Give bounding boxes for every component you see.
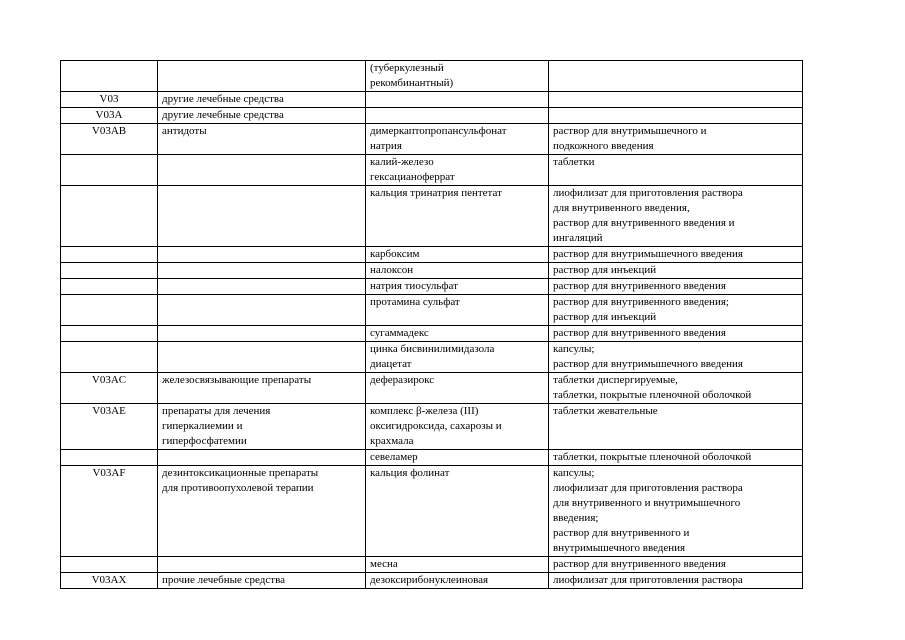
drug-name-cell: кальция тринатрия пентетат bbox=[366, 186, 549, 247]
anatomical-group-cell: другие лечебные средства bbox=[158, 92, 366, 108]
dosage-form-cell: таблетки bbox=[549, 155, 803, 186]
anatomical-group-cell bbox=[158, 186, 366, 247]
anatomical-group-cell: дезинтоксикационные препараты для противоопухолевой терапии bbox=[158, 466, 366, 557]
drug-name-cell: налоксон bbox=[366, 263, 549, 279]
drug-name-cell: деферазирокс bbox=[366, 373, 549, 404]
drug-name-cell: калий-железо гексацианоферрат bbox=[366, 155, 549, 186]
drug-name-cell: кальция фолинат bbox=[366, 466, 549, 557]
anatomical-group-cell bbox=[158, 155, 366, 186]
table-row bbox=[61, 295, 803, 326]
anatomical-group-cell bbox=[158, 557, 366, 573]
table-row bbox=[61, 186, 803, 247]
drug-name-cell bbox=[366, 92, 549, 108]
anatomical-group-cell bbox=[158, 247, 366, 263]
table-row bbox=[61, 279, 803, 295]
drug-name-cell: дезоксирибонуклеиновая bbox=[366, 573, 549, 589]
dosage-form-cell bbox=[549, 108, 803, 124]
atc-code-cell bbox=[61, 295, 158, 326]
anatomical-group-cell bbox=[158, 326, 366, 342]
drug-name-cell: карбоксим bbox=[366, 247, 549, 263]
table-row bbox=[61, 124, 803, 155]
dosage-form-cell: раствор для внутривенного введения; раствор для инъекций bbox=[549, 295, 803, 326]
table-body bbox=[61, 61, 803, 589]
table-row bbox=[61, 342, 803, 373]
atc-code-cell: V03 bbox=[61, 92, 158, 108]
table-row bbox=[61, 373, 803, 404]
table-row bbox=[61, 326, 803, 342]
table-row bbox=[61, 466, 803, 557]
anatomical-group-cell: железосвязывающие препараты bbox=[158, 373, 366, 404]
atc-code-cell bbox=[61, 450, 158, 466]
anatomical-group-cell: другие лечебные средства bbox=[158, 108, 366, 124]
atc-code-cell bbox=[61, 155, 158, 186]
table-row bbox=[61, 573, 803, 589]
table-row bbox=[61, 247, 803, 263]
drug-name-cell bbox=[366, 108, 549, 124]
drug-name-cell: (туберкулезный рекомбинантный) bbox=[366, 61, 549, 92]
atc-code-cell bbox=[61, 326, 158, 342]
dosage-form-cell: таблетки диспергируемые, таблетки, покрытые пленочной оболочкой bbox=[549, 373, 803, 404]
atc-code-cell: V03AE bbox=[61, 404, 158, 450]
anatomical-group-cell: препараты для лечения гиперкалиемии и гиперфосфатемии bbox=[158, 404, 366, 450]
table-row bbox=[61, 450, 803, 466]
dosage-form-cell bbox=[549, 61, 803, 92]
anatomical-group-cell bbox=[158, 450, 366, 466]
anatomical-group-cell bbox=[158, 279, 366, 295]
dosage-form-cell: раствор для внутримышечного введения bbox=[549, 247, 803, 263]
atc-code-cell: V03AC bbox=[61, 373, 158, 404]
anatomical-group-cell bbox=[158, 342, 366, 373]
drug-name-cell: димеркаптопропансульфонат натрия bbox=[366, 124, 549, 155]
dosage-form-cell: раствор для внутримышечного и подкожного введения bbox=[549, 124, 803, 155]
atc-code-cell bbox=[61, 61, 158, 92]
drug-name-cell: месна bbox=[366, 557, 549, 573]
drug-classification-table bbox=[60, 60, 803, 589]
anatomical-group-cell bbox=[158, 61, 366, 92]
dosage-form-cell: раствор для внутривенного введения bbox=[549, 326, 803, 342]
anatomical-group-cell: прочие лечебные средства bbox=[158, 573, 366, 589]
drug-name-cell: комплекс β-железа (III) оксигидроксида, сахарозы и крахмала bbox=[366, 404, 549, 450]
drug-name-cell: цинка бисвинилимидазола диацетат bbox=[366, 342, 549, 373]
dosage-form-cell: лиофилизат для приготовления раствора bbox=[549, 573, 803, 589]
dosage-form-cell: таблетки жевательные bbox=[549, 404, 803, 450]
table-row bbox=[61, 557, 803, 573]
atc-code-cell bbox=[61, 186, 158, 247]
drug-name-cell: протамина сульфат bbox=[366, 295, 549, 326]
drug-name-cell: натрия тиосульфат bbox=[366, 279, 549, 295]
dosage-form-cell: капсулы; лиофилизат для приготовления раствора для внутривенного и внутримышечного введения; раствор для внутривенного и внутримышечного введения bbox=[549, 466, 803, 557]
anatomical-group-cell: антидоты bbox=[158, 124, 366, 155]
atc-code-cell: V03AB bbox=[61, 124, 158, 155]
atc-code-cell: V03AF bbox=[61, 466, 158, 557]
anatomical-group-cell bbox=[158, 295, 366, 326]
dosage-form-cell: раствор для внутривенного введения bbox=[549, 557, 803, 573]
table-row bbox=[61, 108, 803, 124]
table-row bbox=[61, 404, 803, 450]
drug-name-cell: севеламер bbox=[366, 450, 549, 466]
atc-code-cell bbox=[61, 263, 158, 279]
table-row bbox=[61, 263, 803, 279]
dosage-form-cell: раствор для инъекций bbox=[549, 263, 803, 279]
dosage-form-cell: таблетки, покрытые пленочной оболочкой bbox=[549, 450, 803, 466]
drug-name-cell: сугаммадекс bbox=[366, 326, 549, 342]
dosage-form-cell: раствор для внутривенного введения bbox=[549, 279, 803, 295]
dosage-form-cell: лиофилизат для приготовления раствора для внутривенного введения, раствор для внутривенного введения и ингаляций bbox=[549, 186, 803, 247]
anatomical-group-cell bbox=[158, 263, 366, 279]
atc-code-cell: V03AX bbox=[61, 573, 158, 589]
atc-code-cell: V03A bbox=[61, 108, 158, 124]
dosage-form-cell: капсулы; раствор для внутримышечного введения bbox=[549, 342, 803, 373]
atc-code-cell bbox=[61, 342, 158, 373]
table-row bbox=[61, 92, 803, 108]
atc-code-cell bbox=[61, 557, 158, 573]
table-row bbox=[61, 61, 803, 92]
atc-code-cell bbox=[61, 247, 158, 263]
dosage-form-cell bbox=[549, 92, 803, 108]
table-row bbox=[61, 155, 803, 186]
atc-code-cell bbox=[61, 279, 158, 295]
